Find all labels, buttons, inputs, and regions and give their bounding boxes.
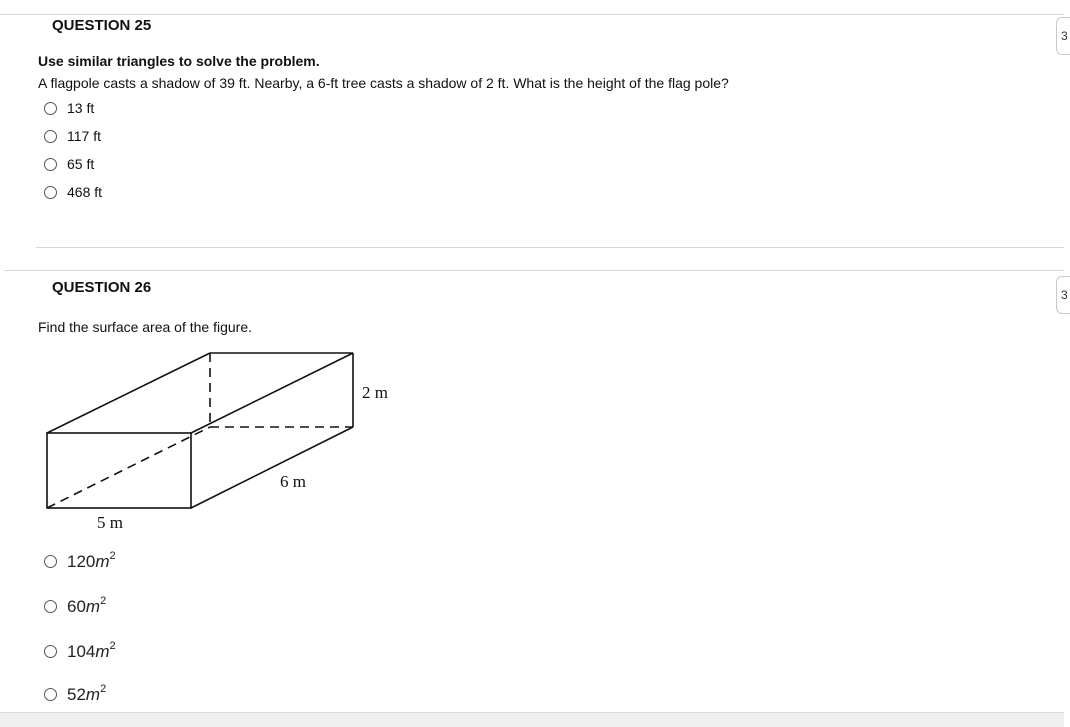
question-25-option-1[interactable] xyxy=(44,100,94,116)
question-25-option-2[interactable] xyxy=(44,128,101,144)
question-25-points-tab: 3 xyxy=(1056,17,1070,55)
question-26-option-1[interactable] xyxy=(44,550,116,572)
prism-front-face xyxy=(47,433,191,508)
radio-button[interactable] xyxy=(44,688,57,701)
option-number: 52 xyxy=(67,685,86,704)
option-unit: m xyxy=(95,642,110,661)
prism-hidden-receding-edge xyxy=(47,427,210,508)
option-exponent: 2 xyxy=(100,595,107,607)
question-26-text: Find the surface area of the figure. xyxy=(38,319,253,335)
option-unit: m xyxy=(85,685,101,704)
question-26-top-divider xyxy=(4,270,1064,271)
depth-label: 6 m xyxy=(280,472,306,491)
question-26-option-3[interactable] xyxy=(44,640,116,662)
question-26-option-2[interactable] xyxy=(44,595,106,617)
radio-button[interactable] xyxy=(44,158,57,171)
option-label: 468 ft xyxy=(67,184,103,200)
question-25-bottom-divider xyxy=(36,247,1064,248)
radio-button[interactable] xyxy=(44,600,57,613)
footer-bar xyxy=(0,712,1064,727)
option-exponent: 2 xyxy=(100,683,107,695)
option-number: 120 xyxy=(67,552,96,571)
top-divider xyxy=(0,14,1064,15)
option-unit: m xyxy=(85,597,101,616)
option-exponent: 2 xyxy=(109,640,116,652)
option-label xyxy=(67,683,106,705)
option-label xyxy=(67,640,116,662)
width-label: 5 m xyxy=(97,513,123,532)
question-26-points-tab: 3 xyxy=(1056,276,1070,314)
question-25-instruction: Use similar triangles to solve the problem. xyxy=(38,53,320,69)
prism-bottom-right-edge xyxy=(191,427,353,508)
height-label: 2 m xyxy=(362,383,388,402)
radio-button[interactable] xyxy=(44,555,57,568)
option-label: 65 ft xyxy=(67,156,95,172)
rectangular-prism-figure xyxy=(40,345,420,535)
question-25-option-4[interactable] xyxy=(44,184,102,200)
option-number: 104 xyxy=(67,642,96,661)
radio-button[interactable] xyxy=(44,186,57,199)
question-26-option-4[interactable] xyxy=(44,683,106,705)
option-unit: m xyxy=(95,552,110,571)
question-26-title: QUESTION 26 xyxy=(52,279,152,296)
option-label xyxy=(67,595,106,617)
prism-top-left-edge xyxy=(47,353,210,433)
option-label: 117 ft xyxy=(67,128,101,144)
radio-button[interactable] xyxy=(44,102,57,115)
question-25-title: QUESTION 25 xyxy=(52,17,152,34)
radio-button[interactable] xyxy=(44,130,57,143)
option-exponent: 2 xyxy=(109,550,116,562)
option-number: 60 xyxy=(67,597,86,616)
prism-top-right-edge xyxy=(191,353,353,433)
radio-button[interactable] xyxy=(44,645,57,658)
option-label: 13 ft xyxy=(67,100,95,116)
question-25-text: A flagpole casts a shadow of 39 ft. Nearby, a 6-ft tree casts a shadow of 2 ft. What is the height of the flag pole? xyxy=(38,75,729,91)
question-25-option-3[interactable] xyxy=(44,156,94,172)
option-label xyxy=(67,550,116,572)
